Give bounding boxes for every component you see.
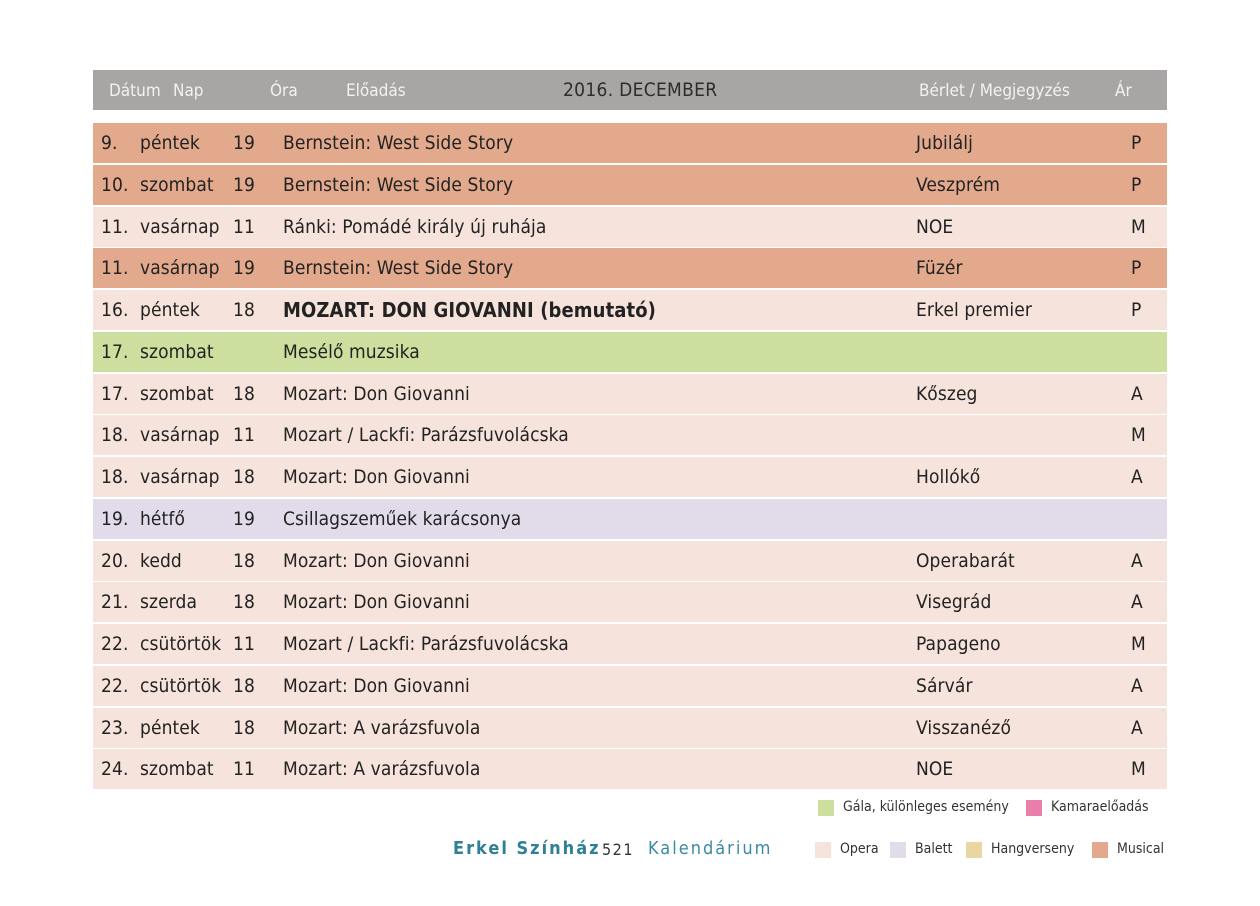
row-price: A bbox=[1131, 716, 1143, 739]
row-date: 11. bbox=[101, 215, 129, 238]
legend-kamara-label: Kamaraelőadás bbox=[1051, 799, 1149, 815]
row-day: hétfő bbox=[140, 507, 186, 530]
row-day: szerda bbox=[140, 591, 198, 614]
row-hour: 11 bbox=[233, 215, 255, 238]
row-hour: 18 bbox=[233, 299, 255, 321]
row-note: Veszprém bbox=[916, 173, 1001, 196]
row-title: Mozart: Don Giovanni bbox=[283, 549, 470, 572]
row-day: szombat bbox=[140, 173, 214, 196]
row-date: 21. bbox=[101, 591, 129, 614]
row-day: kedd bbox=[140, 549, 182, 572]
legend-hangverseny-label: Hangverseny bbox=[991, 841, 1075, 857]
row-price: A bbox=[1131, 466, 1143, 488]
row-hour: 19 bbox=[233, 507, 255, 530]
row-title: Ránki: Pomádé király új ruhája bbox=[283, 215, 547, 238]
row-date: 19. bbox=[101, 507, 129, 530]
row-date: 20. bbox=[101, 549, 129, 572]
row-title: Mozart / Lackfi: Parázsfuvolácska bbox=[283, 633, 569, 655]
row-hour: 18 bbox=[233, 591, 255, 614]
table-row bbox=[93, 165, 1167, 205]
legend-musical-label: Musical bbox=[1117, 841, 1165, 857]
row-note: Sárvár bbox=[916, 674, 973, 697]
row-title: Mesélő muzsika bbox=[283, 340, 420, 363]
footer-page-number: 521 bbox=[602, 840, 634, 859]
table-header bbox=[93, 70, 1167, 110]
row-title: Mozart: A varázsfuvola bbox=[283, 716, 481, 739]
row-day: csütörtök bbox=[140, 674, 222, 697]
row-hour: 18 bbox=[233, 382, 255, 405]
row-hour: 19 bbox=[233, 173, 255, 196]
row-date: 18. bbox=[101, 424, 129, 447]
row-note: Operabarát bbox=[916, 549, 1015, 572]
row-day: szombat bbox=[140, 382, 214, 405]
legend-gala-label: Gála, különleges esemény bbox=[843, 799, 1009, 815]
row-day: vasárnap bbox=[140, 466, 220, 488]
row-note: NOE bbox=[916, 215, 954, 238]
header-day: Nap bbox=[173, 81, 204, 101]
row-price: P bbox=[1131, 132, 1142, 154]
legend-opera-label: Opera bbox=[840, 841, 879, 857]
row-title: Mozart: Don Giovanni bbox=[283, 382, 470, 405]
row-price: P bbox=[1131, 173, 1142, 196]
row-price: A bbox=[1131, 591, 1143, 614]
legend-musical-swatch bbox=[1092, 842, 1108, 858]
table-row bbox=[93, 708, 1167, 748]
row-hour: 11 bbox=[233, 424, 255, 447]
table-row bbox=[93, 499, 1167, 539]
header-hour: Óra bbox=[270, 81, 298, 101]
row-price: M bbox=[1131, 758, 1146, 781]
row-date: 23. bbox=[101, 716, 129, 739]
row-title: Bernstein: West Side Story bbox=[283, 173, 514, 196]
table-row bbox=[93, 290, 1167, 330]
row-hour: 18 bbox=[233, 674, 255, 697]
row-price: M bbox=[1131, 424, 1146, 447]
row-hour: 19 bbox=[233, 132, 255, 154]
row-date: 18. bbox=[101, 466, 129, 488]
table-row bbox=[93, 332, 1167, 372]
row-day: szombat bbox=[140, 758, 214, 781]
legend-balett-swatch bbox=[890, 842, 906, 858]
row-price: A bbox=[1131, 674, 1143, 697]
header-performance: Előadás bbox=[346, 81, 406, 101]
row-day: vasárnap bbox=[140, 257, 220, 280]
header-date: Dátum bbox=[109, 81, 161, 101]
table-row bbox=[93, 457, 1167, 497]
table-row bbox=[93, 749, 1167, 789]
row-price: P bbox=[1131, 257, 1142, 280]
row-note: Erkel premier bbox=[916, 299, 1032, 321]
row-title: Mozart: Don Giovanni bbox=[283, 674, 470, 697]
footer-theatre-name: Erkel Színház bbox=[453, 838, 601, 859]
row-day: vasárnap bbox=[140, 424, 220, 447]
schedule-table bbox=[93, 123, 1167, 791]
row-day: péntek bbox=[140, 716, 200, 739]
legend-balett-label: Balett bbox=[915, 841, 953, 857]
row-title: Mozart / Lackfi: Parázsfuvolácska bbox=[283, 424, 569, 447]
row-hour: 18 bbox=[233, 549, 255, 572]
row-date: 22. bbox=[101, 633, 129, 655]
row-day: péntek bbox=[140, 299, 200, 321]
row-title: Mozart: A varázsfuvola bbox=[283, 758, 481, 781]
table-row bbox=[93, 374, 1167, 414]
row-note: Kőszeg bbox=[916, 382, 978, 405]
table-row bbox=[93, 666, 1167, 706]
row-date: 16. bbox=[101, 299, 129, 321]
row-day: vasárnap bbox=[140, 215, 220, 238]
row-note: Füzér bbox=[916, 257, 963, 280]
row-note: Visszanéző bbox=[916, 716, 1012, 739]
row-date: 17. bbox=[101, 382, 129, 405]
table-row bbox=[93, 207, 1167, 247]
row-date: 11. bbox=[101, 257, 129, 280]
row-hour: 11 bbox=[233, 633, 255, 655]
footer-section-name: Kalendárium bbox=[648, 838, 773, 859]
legend-kamara-swatch bbox=[1026, 800, 1042, 816]
row-date: 24. bbox=[101, 758, 129, 781]
table-row bbox=[93, 541, 1167, 581]
legend-gala-swatch bbox=[818, 800, 834, 816]
row-day: csütörtök bbox=[140, 633, 222, 655]
row-date: 22. bbox=[101, 674, 129, 697]
row-note: Hollókő bbox=[916, 466, 981, 488]
table-row bbox=[93, 123, 1167, 163]
header-price: Ár bbox=[1115, 81, 1132, 101]
row-hour: 19 bbox=[233, 257, 255, 280]
row-hour: 11 bbox=[233, 758, 255, 781]
row-price: M bbox=[1131, 633, 1146, 655]
table-row bbox=[93, 624, 1167, 664]
row-price: M bbox=[1131, 215, 1146, 238]
row-date: 9. bbox=[101, 132, 118, 154]
row-title: MOZART: DON GIOVANNI (bemutató) bbox=[283, 298, 657, 322]
row-title: Bernstein: West Side Story bbox=[283, 257, 514, 280]
row-day: szombat bbox=[140, 340, 214, 363]
row-hour: 18 bbox=[233, 466, 255, 488]
row-note: Jubilálj bbox=[916, 132, 974, 154]
row-note: NOE bbox=[916, 758, 954, 781]
row-title: Mozart: Don Giovanni bbox=[283, 591, 470, 614]
legend-hangverseny-swatch bbox=[966, 842, 982, 858]
row-price: A bbox=[1131, 549, 1143, 572]
table-row bbox=[93, 582, 1167, 622]
row-hour: 18 bbox=[233, 716, 255, 739]
legend-opera-swatch bbox=[815, 842, 831, 858]
table-row bbox=[93, 248, 1167, 288]
row-title: Csillagszeműek karácsonya bbox=[283, 507, 522, 530]
row-note: Papageno bbox=[916, 633, 1001, 655]
table-row bbox=[93, 415, 1167, 455]
row-date: 17. bbox=[101, 340, 129, 363]
row-title: Bernstein: West Side Story bbox=[283, 132, 514, 154]
header-month: 2016. DECEMBER bbox=[563, 79, 718, 101]
row-price: A bbox=[1131, 382, 1143, 405]
row-day: péntek bbox=[140, 132, 200, 154]
row-note: Visegrád bbox=[916, 591, 992, 614]
row-date: 10. bbox=[101, 173, 129, 196]
header-note: Bérlet / Megjegyzés bbox=[919, 81, 1070, 101]
row-title: Mozart: Don Giovanni bbox=[283, 466, 470, 488]
row-price: P bbox=[1131, 299, 1142, 321]
